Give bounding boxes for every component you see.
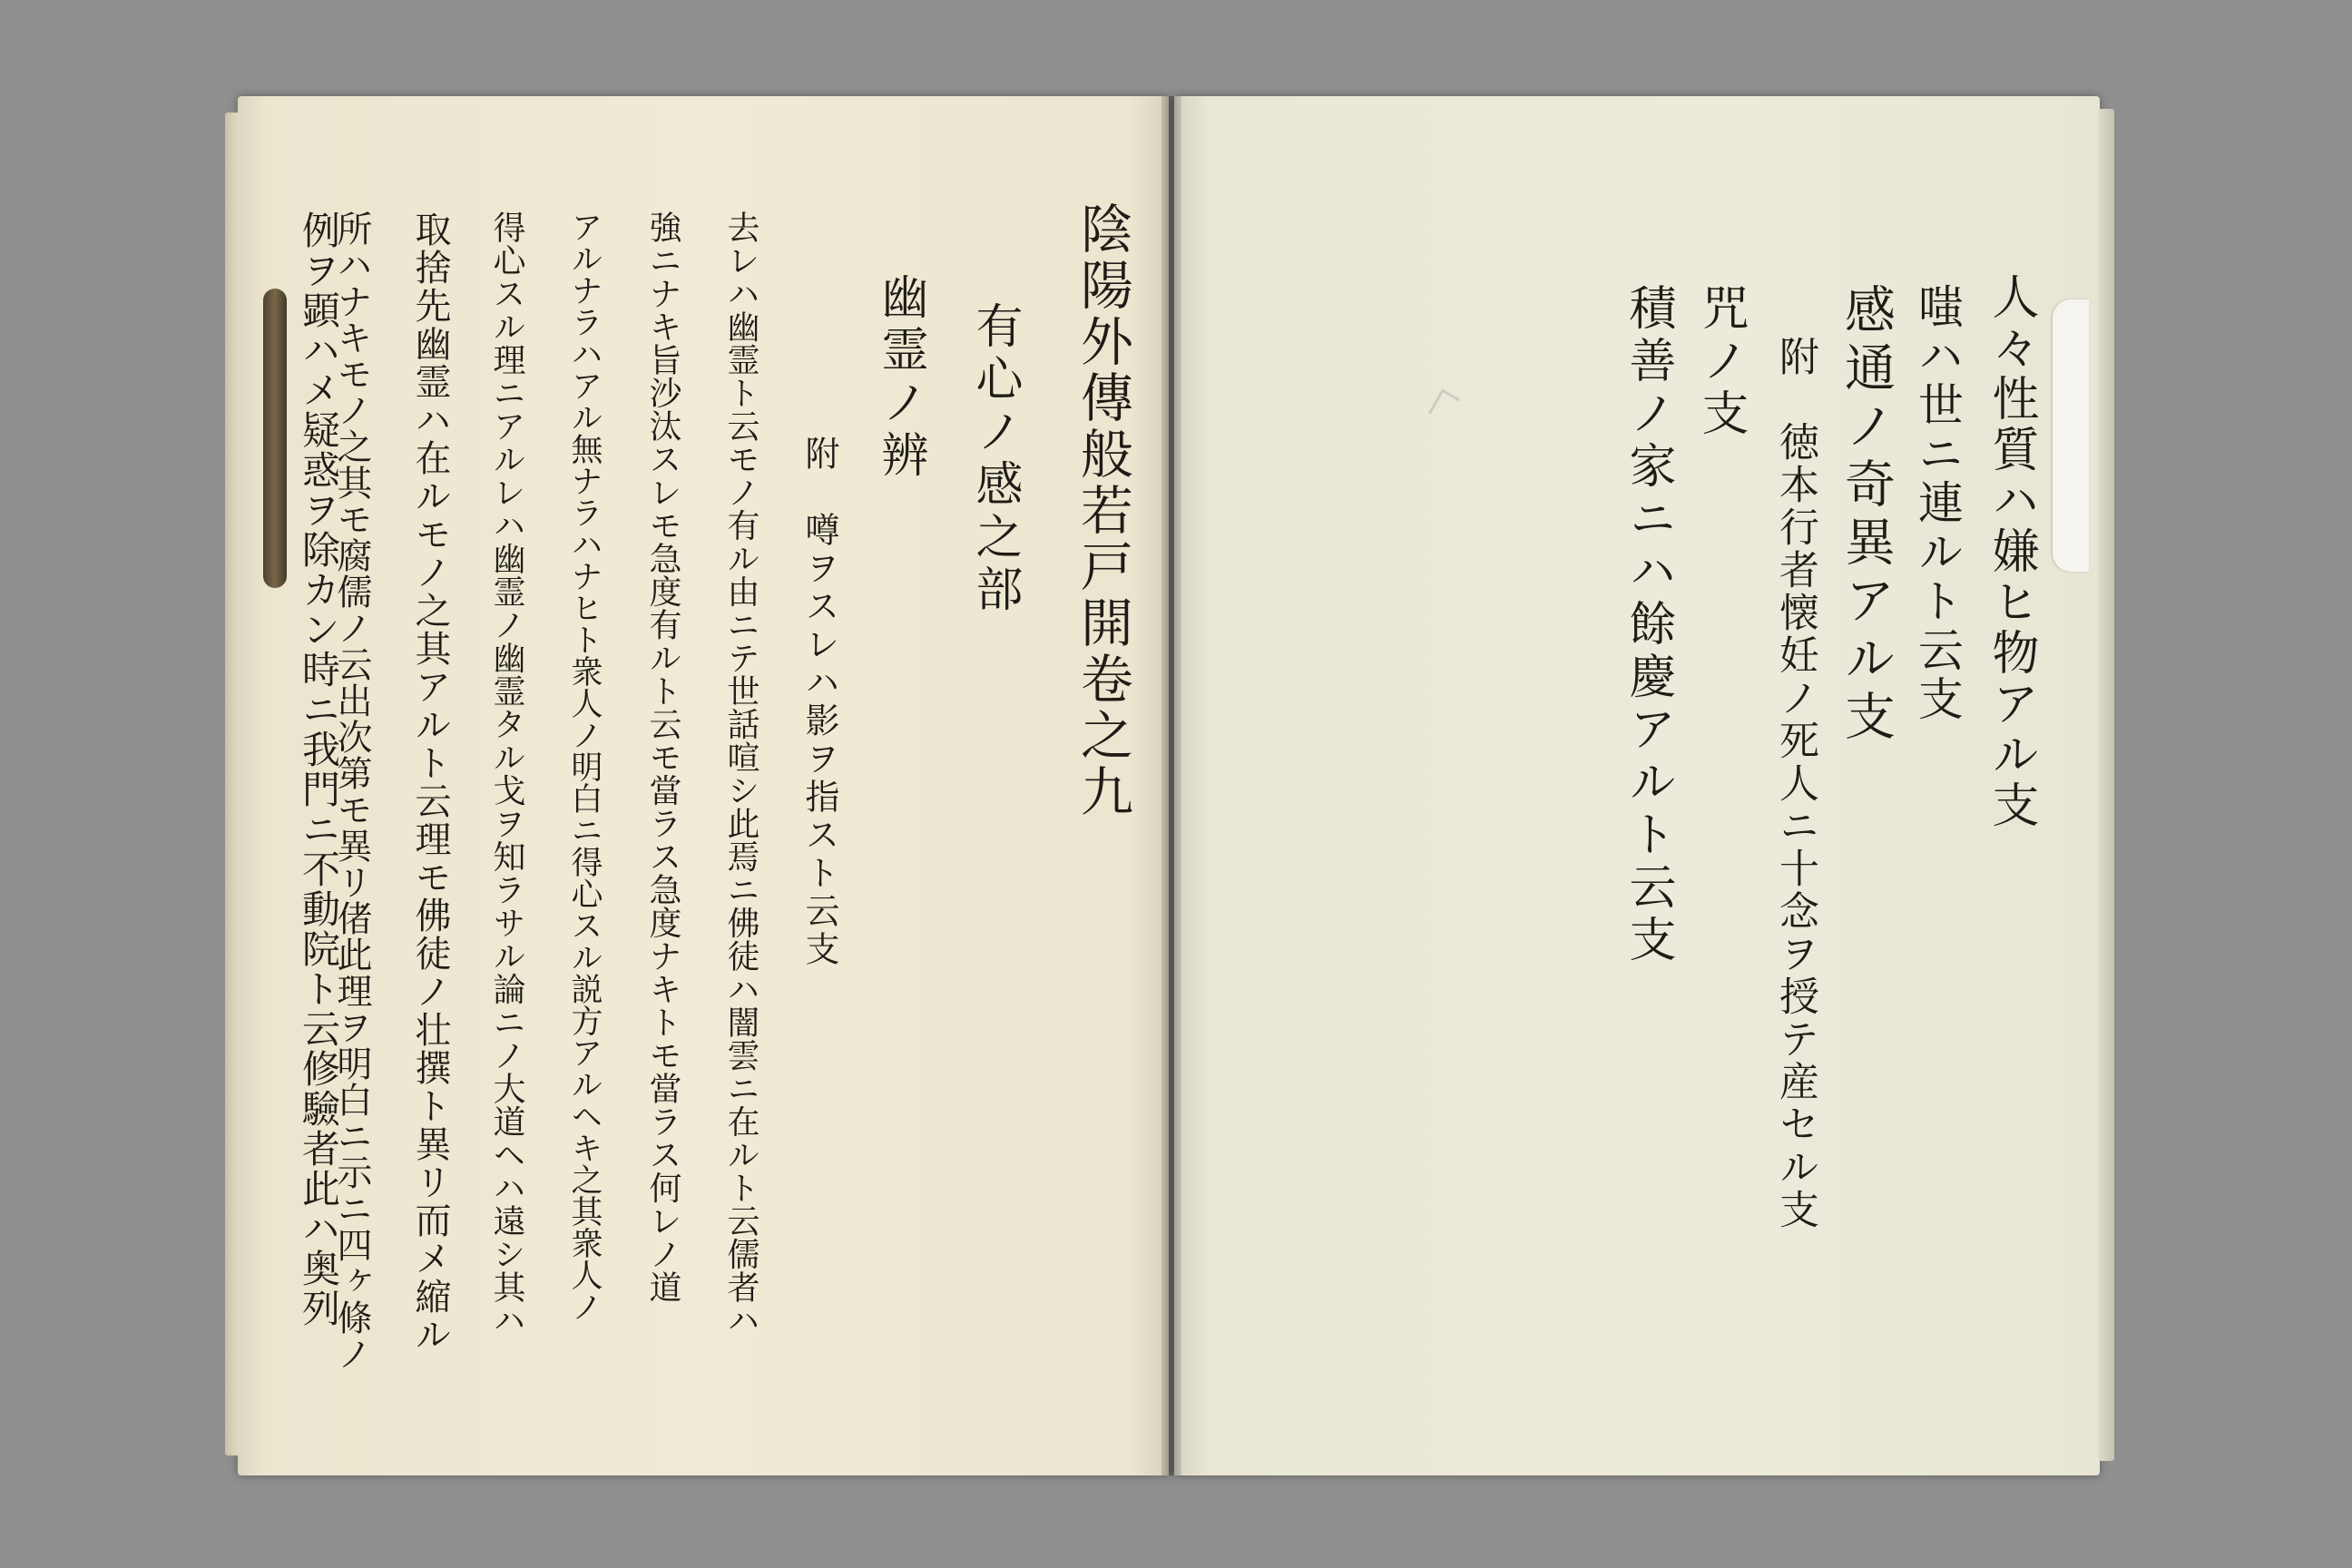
bleed-through-text	[1334, 200, 1374, 1016]
body-column: 去レハ幽霊ト云モノ有ル由ニテ世話喧シ此焉ニ佛徒ハ闇雲ニ在ルト云儒者ハ	[722, 211, 760, 1337]
contents-entry: 咒ノ支	[1693, 283, 1748, 441]
body-column: アルナラハアル無ナラハナヒト衆人ノ明白ニ得心スル説方アルヘキ之其衆人ノ	[566, 211, 603, 1322]
body-column: 例ヲ顕ハメ疑惑ヲ除カン時ニ我門ニ不動院ト云修驗者此ハ奥列	[297, 211, 341, 1328]
book-title: 陰陽外傳般若戸開卷之九	[1072, 201, 1133, 820]
body-column: 得心スル理ニアルレハ幽霊ノ幽霊タル戈ヲ知ラサル論ニノ大道ヘハ遠シ其ハ	[488, 211, 525, 1337]
section-heading: 有心ノ感之部	[967, 301, 1022, 617]
contents-entry: 人々性質ハ嫌ヒ物アル支	[1984, 272, 2038, 831]
body-column: 取捨先幽霊ハ在ルモノ之其アルト云理モ佛徒ノ壮撰ト異リ而メ縮ル	[409, 211, 451, 1354]
subheading-note: 附 噂ヲスレハ影ヲ指スト云支	[799, 436, 839, 969]
book-gutter	[1161, 96, 1181, 1475]
contents-entry: 積善ノ家ニハ餘慶アルト云支	[1621, 283, 1675, 967]
subheading: 幽霊ノ辨	[873, 272, 927, 483]
page-edge	[2098, 109, 2114, 1461]
contents-entry: 嗤ハ世ニ連ルト云支	[1911, 283, 1964, 724]
binding-string	[263, 289, 287, 588]
page-edge	[225, 113, 240, 1455]
paper-tab	[2053, 299, 2089, 572]
contents-entry: 感通ノ奇異アル支	[1837, 283, 1896, 748]
body-column: 強ニナキ旨沙汰スレモ急度有ルト云モ當ラス急度ナキトモ當ラス何レノ道	[644, 211, 681, 1304]
left-page	[238, 96, 1169, 1475]
body-column: 所ハナキモノ之其モ腐儒ノ云出次第モ異リ偖此理ヲ明白ニ示ニ四ヶ條ノ	[331, 211, 372, 1372]
contents-entry-note: 附 徳本行者懐妊ノ死人ニ十念ヲ授テ産セル支	[1772, 336, 1818, 1231]
